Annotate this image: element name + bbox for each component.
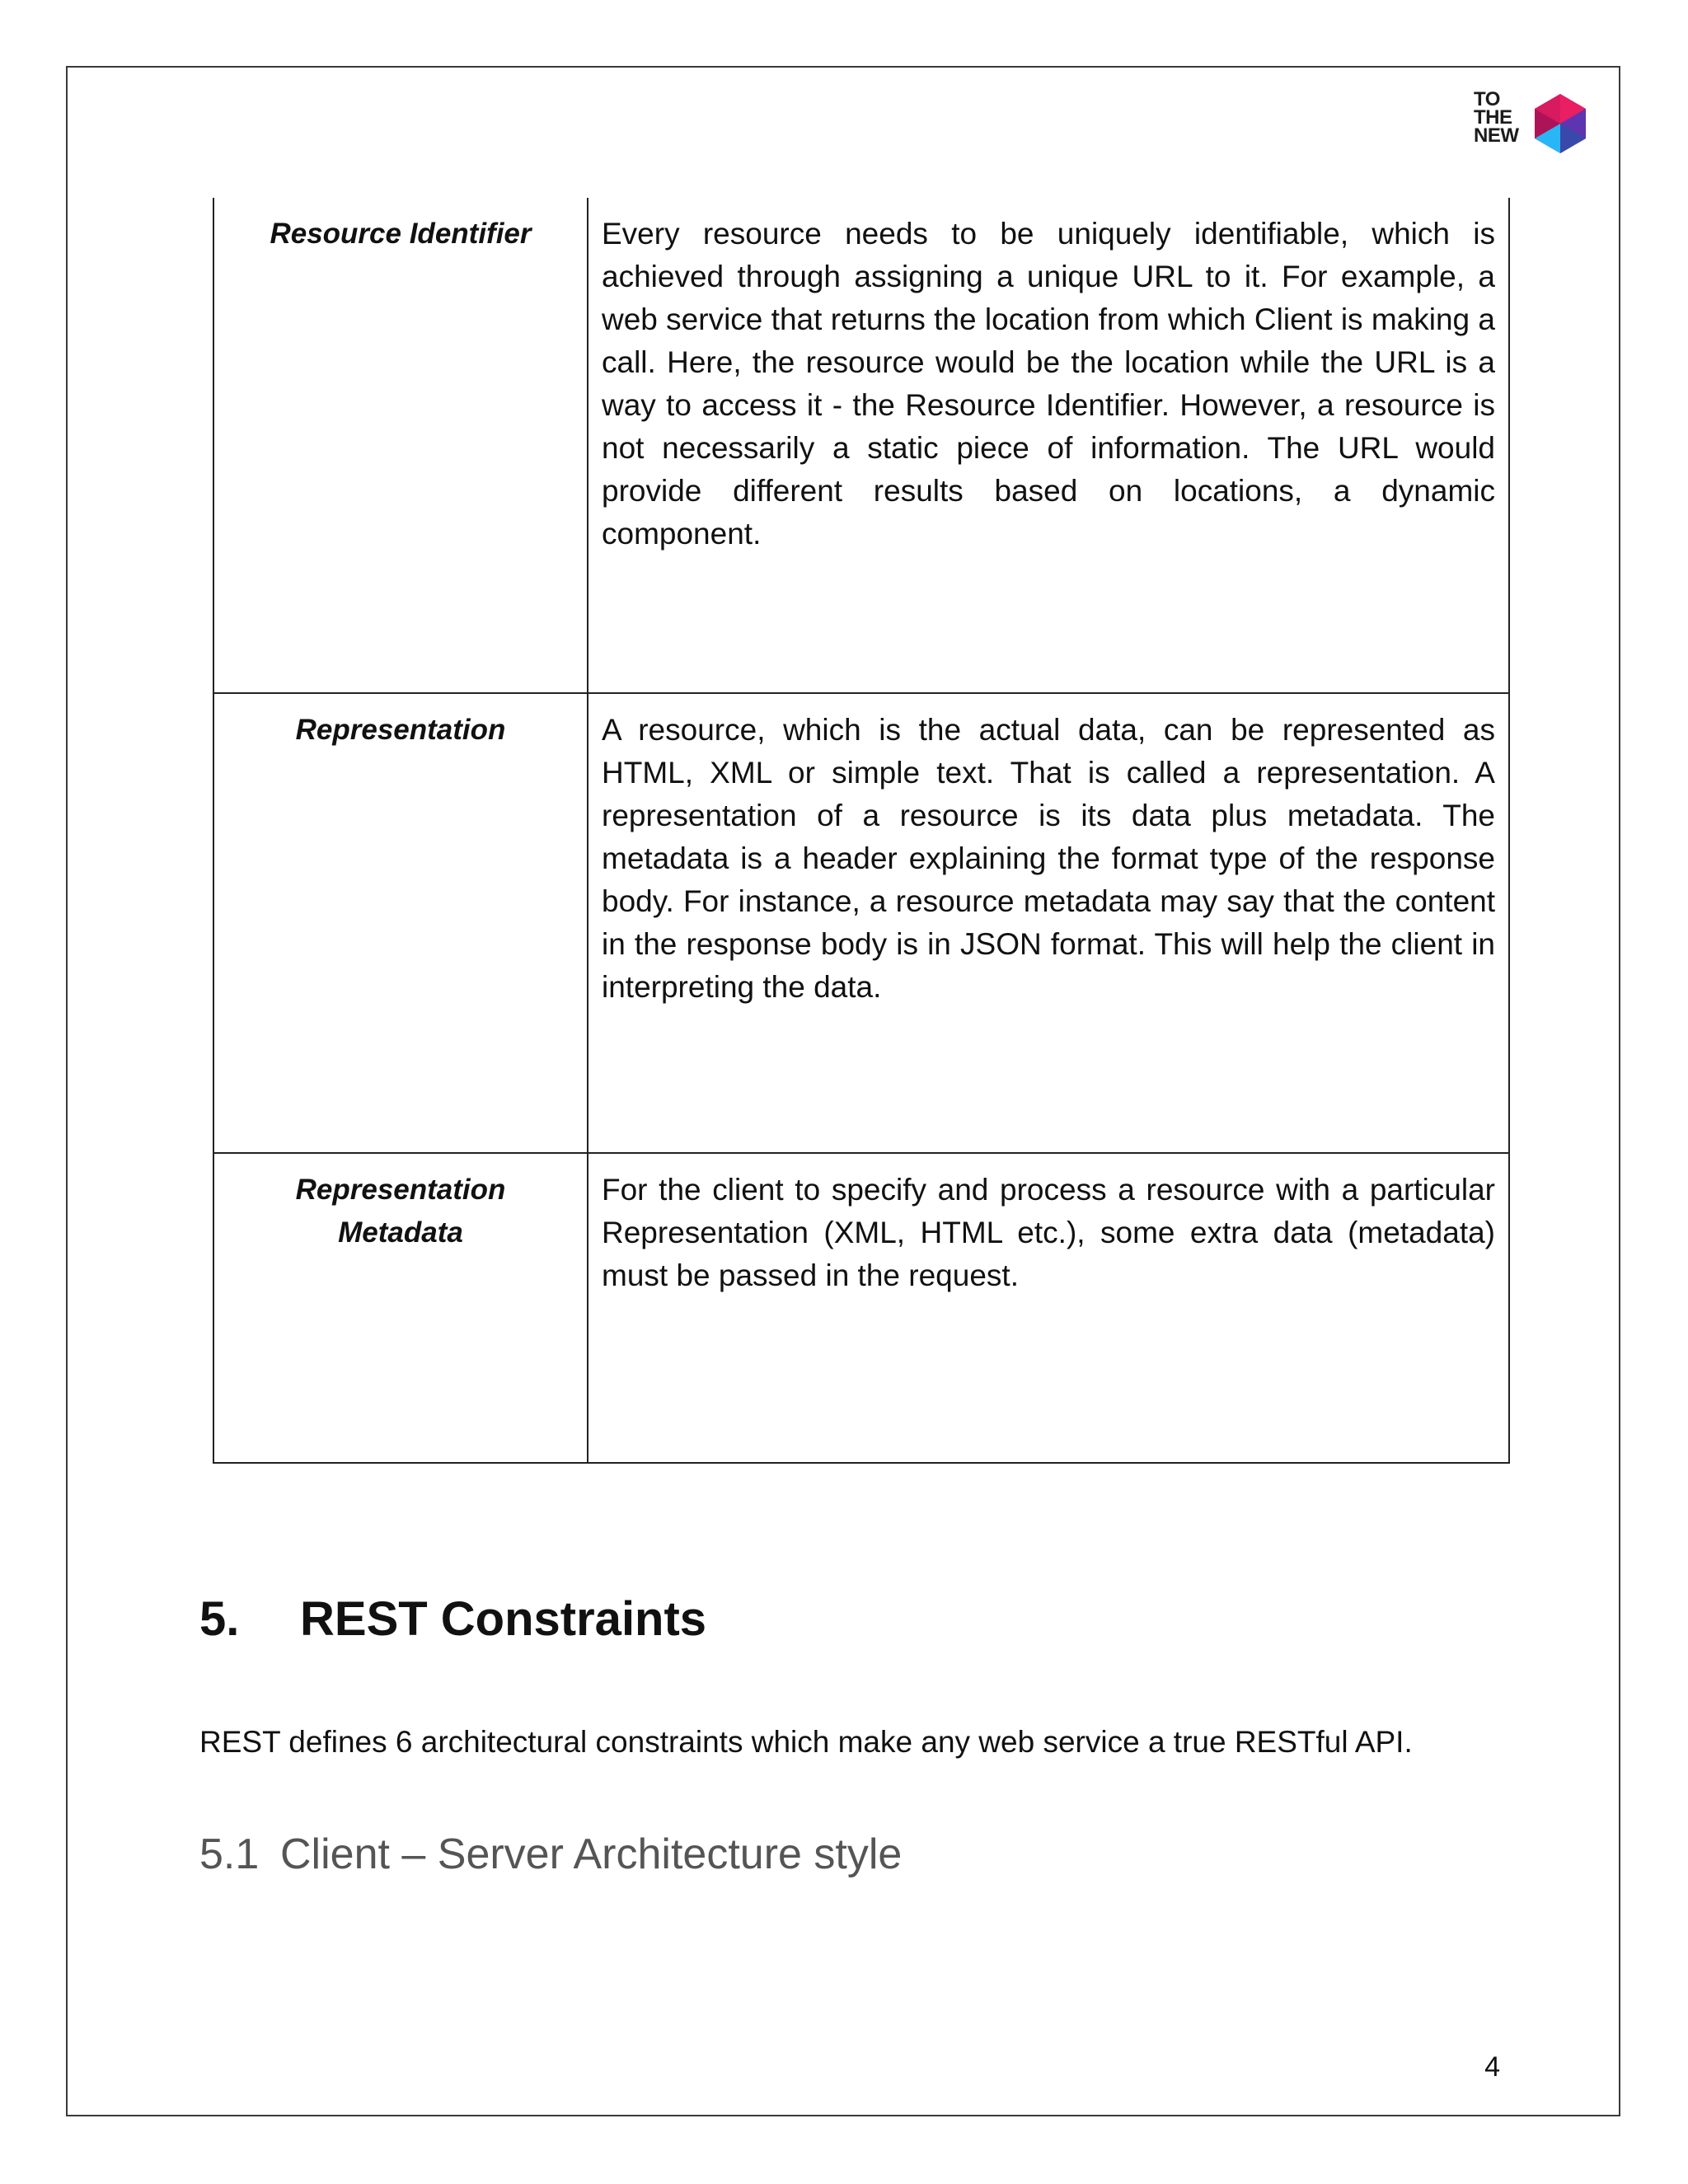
term-cell: Representation Metadata (213, 1154, 588, 1462)
section-number: 5. (199, 1592, 240, 1646)
subsection-number: 5.1 (199, 1830, 260, 1878)
subsection-heading (199, 1828, 902, 1881)
logo-line-3: NEW (1474, 124, 1519, 147)
hexagon-logo-icon (1531, 92, 1589, 155)
description-cell: For the client to specify and process a resource with a particular Representation (XML, HTML etc.), some extra data (metadata) must be passed in the request. (588, 1154, 1510, 1462)
intro-paragraph: REST defines 6 architectural constraints which make any web service a true RESTful API. (199, 1725, 1413, 1759)
section-heading (199, 1591, 706, 1648)
term-cell: Representation (213, 694, 588, 1152)
definition-table (213, 198, 1510, 1464)
page-number: 4 (1484, 2051, 1500, 2083)
logo-line-2: THE (1474, 106, 1512, 129)
section-title: REST Constraints (300, 1592, 707, 1646)
logo-wordmark (1474, 88, 1538, 147)
logo-line-1: TO (1474, 88, 1500, 110)
table-row (213, 1154, 1510, 1464)
subsection-title: Client – Server Architecture style (280, 1830, 903, 1878)
description-cell: Every resource needs to be uniquely identifiable, which is achieved through assigning a unique URL to it. For example, a web service that returns the location from which Client is making a call. Here, the resource would be the location while the URL is a way to access it - the Resource Identifier. However, a resource is not necessarily a static piece of information. The URL would provide different results based on locations, a dynamic component. (588, 198, 1510, 692)
table-row (213, 694, 1510, 1154)
description-cell: A resource, which is the actual data, can be represented as HTML, XML or simple text. That is called a representation. A representation of a resource is its data plus metadata. The metadata is a header explaining the format type of the response body. For instance, a resource metadata may say that the content in the response body is in JSON format. This will help the client in interpreting the data. (588, 694, 1510, 1152)
company-logo (1474, 88, 1597, 157)
table-row (213, 198, 1510, 694)
term-cell: Resource Identifier (213, 198, 588, 692)
